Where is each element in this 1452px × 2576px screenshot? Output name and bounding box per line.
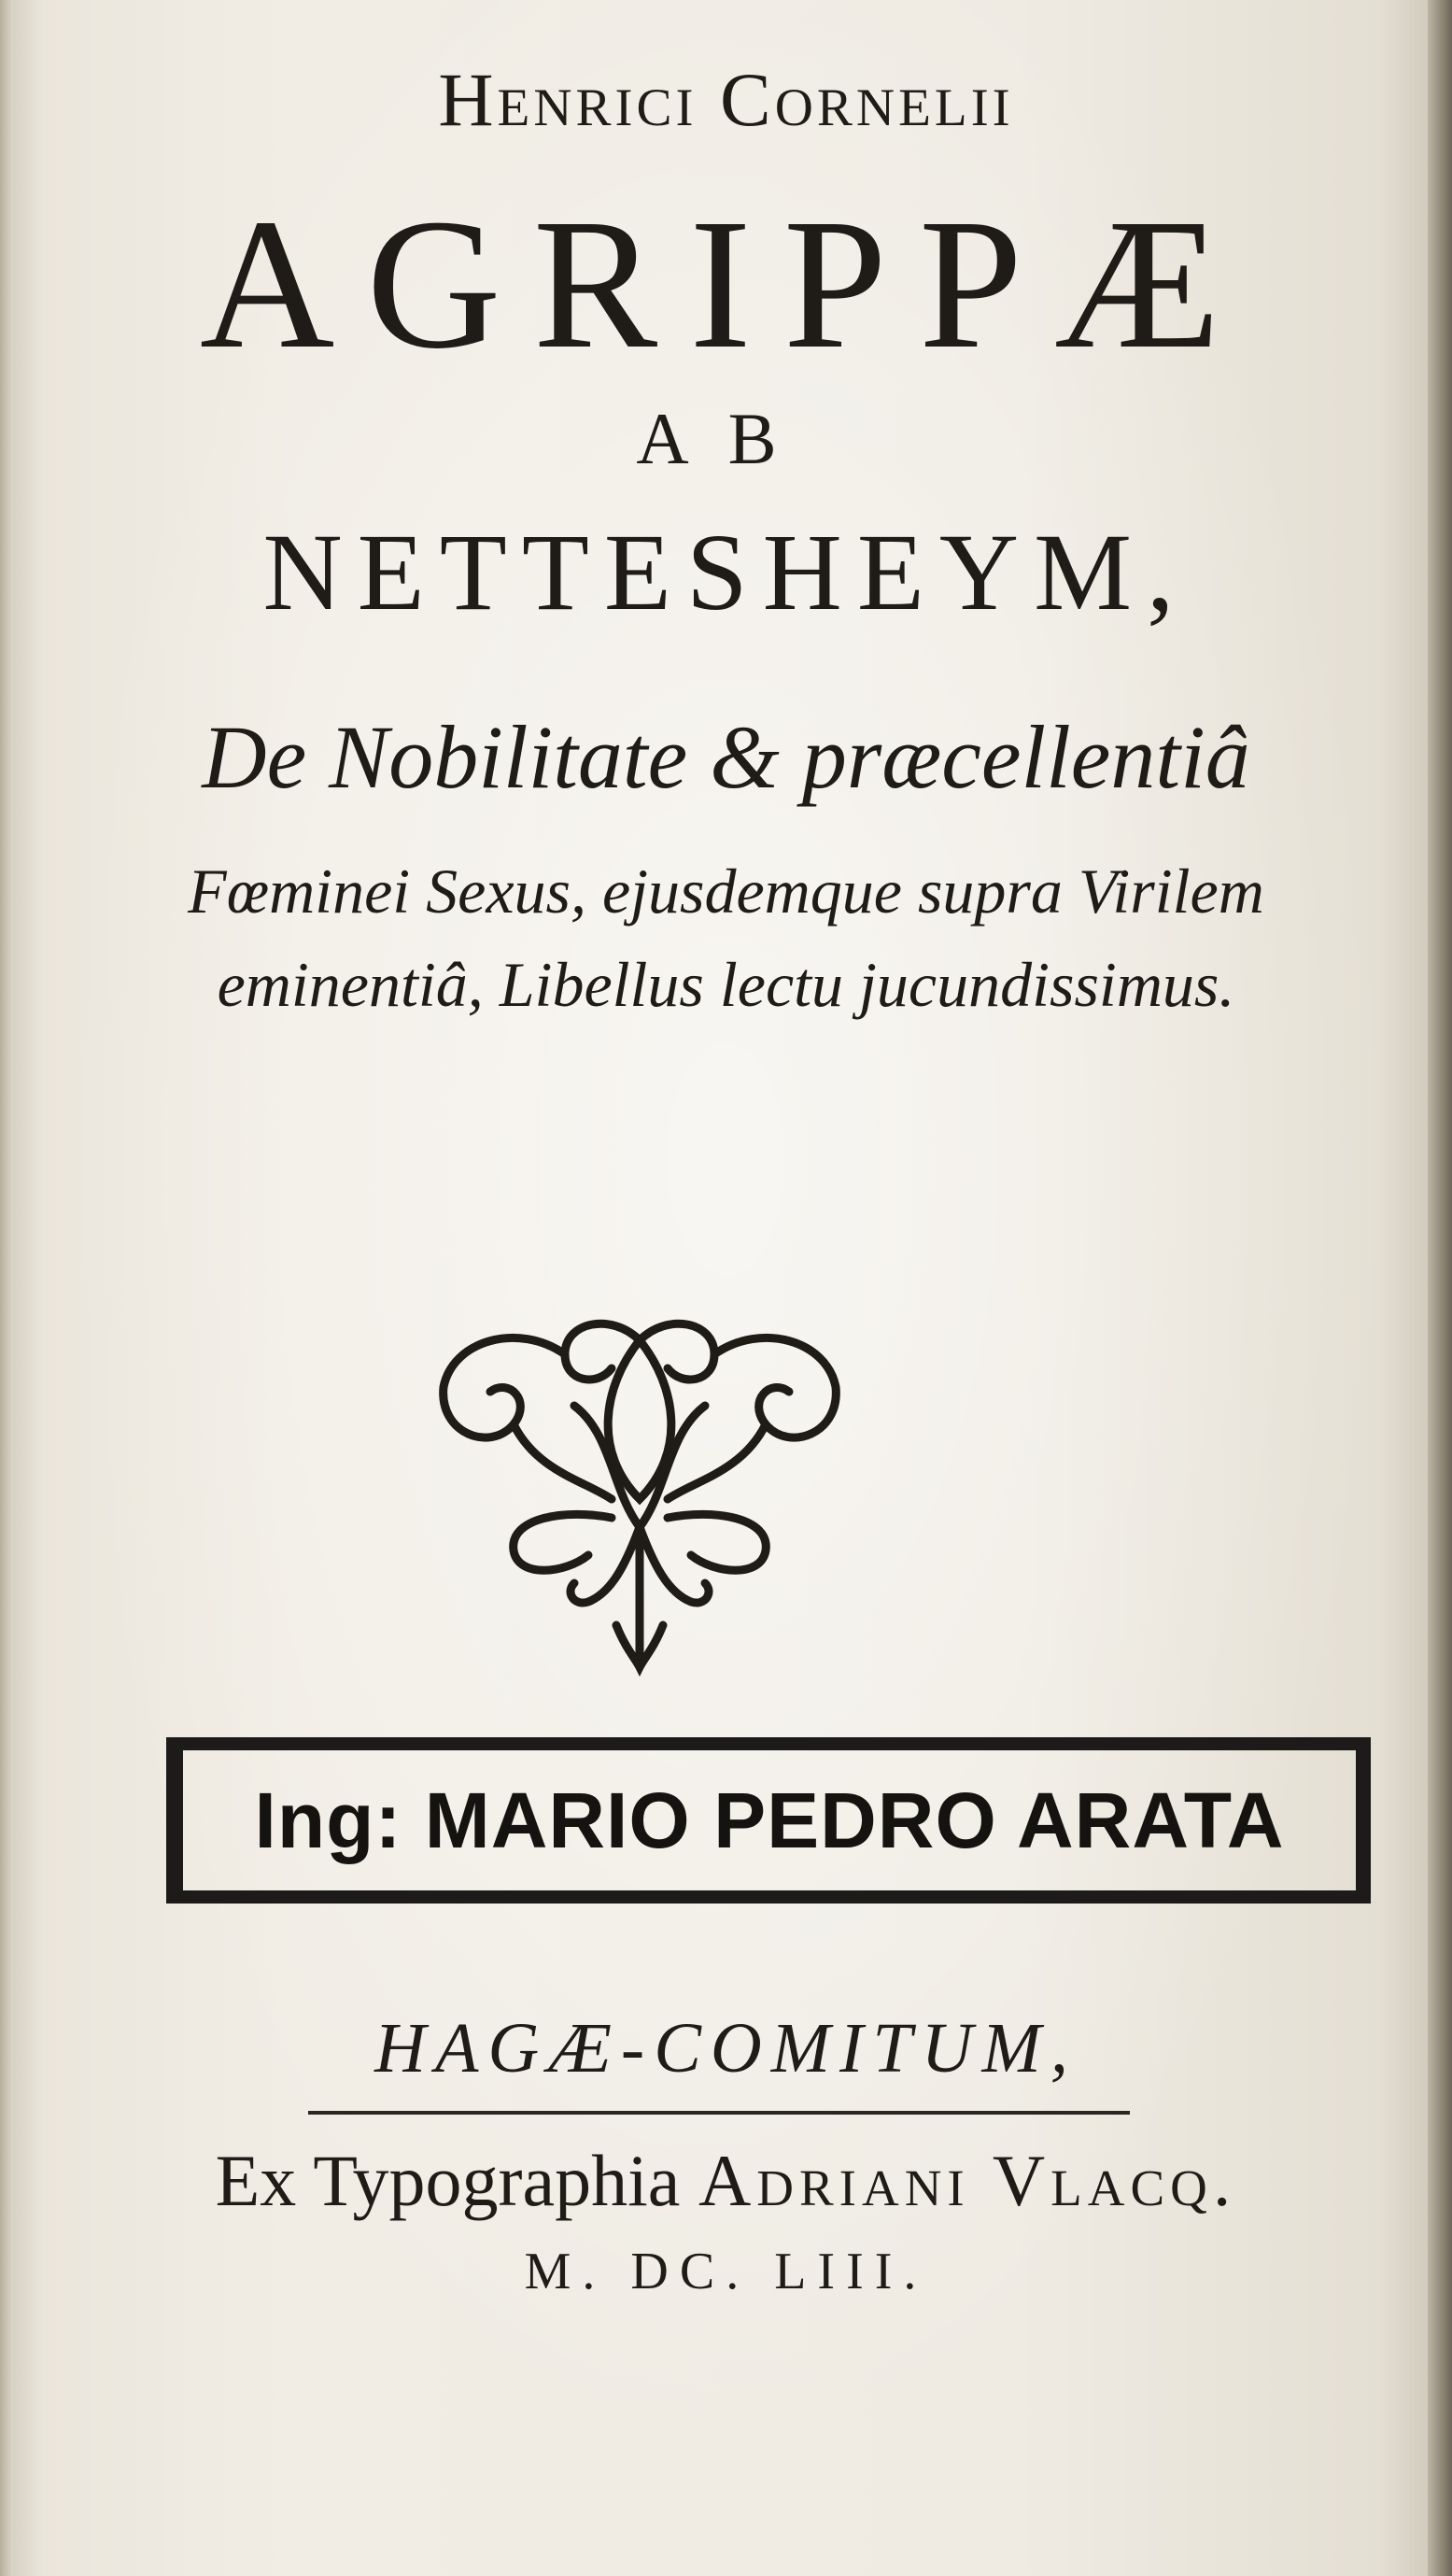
place-name-line: NETTESHEYM, (262, 511, 1190, 633)
imprint-rule (308, 2111, 1130, 2115)
author-surname: AGRIPPÆ (199, 181, 1253, 388)
imprint-place: HAGÆ-COMITUM, (374, 2009, 1078, 2088)
ab-line: AB (636, 398, 816, 479)
fleuron-ornament-icon (425, 1303, 854, 1677)
author-line: Henrici Cornelii (438, 57, 1014, 142)
ownership-stamp-text: Ing: MARIO PEDRO ARATA (254, 1776, 1285, 1864)
book-subtitle-line-1: Fœminei Sexus, ejusdemque supra Virilem (188, 856, 1264, 927)
book-title: De Nobilitate & præcellentiâ (202, 707, 1250, 807)
book-subtitle-line-2: eminentiâ, Libellus lectu jucundissimus. (217, 949, 1235, 1020)
publication-date: M. DC. LIII. (524, 2243, 928, 2300)
printer-name: Adriani Vlacq. (698, 2140, 1237, 2221)
printer-line (0, 2139, 1452, 2223)
printer-prefix: Ex Typographia (215, 2140, 681, 2221)
ownership-stamp (166, 1737, 1371, 1904)
